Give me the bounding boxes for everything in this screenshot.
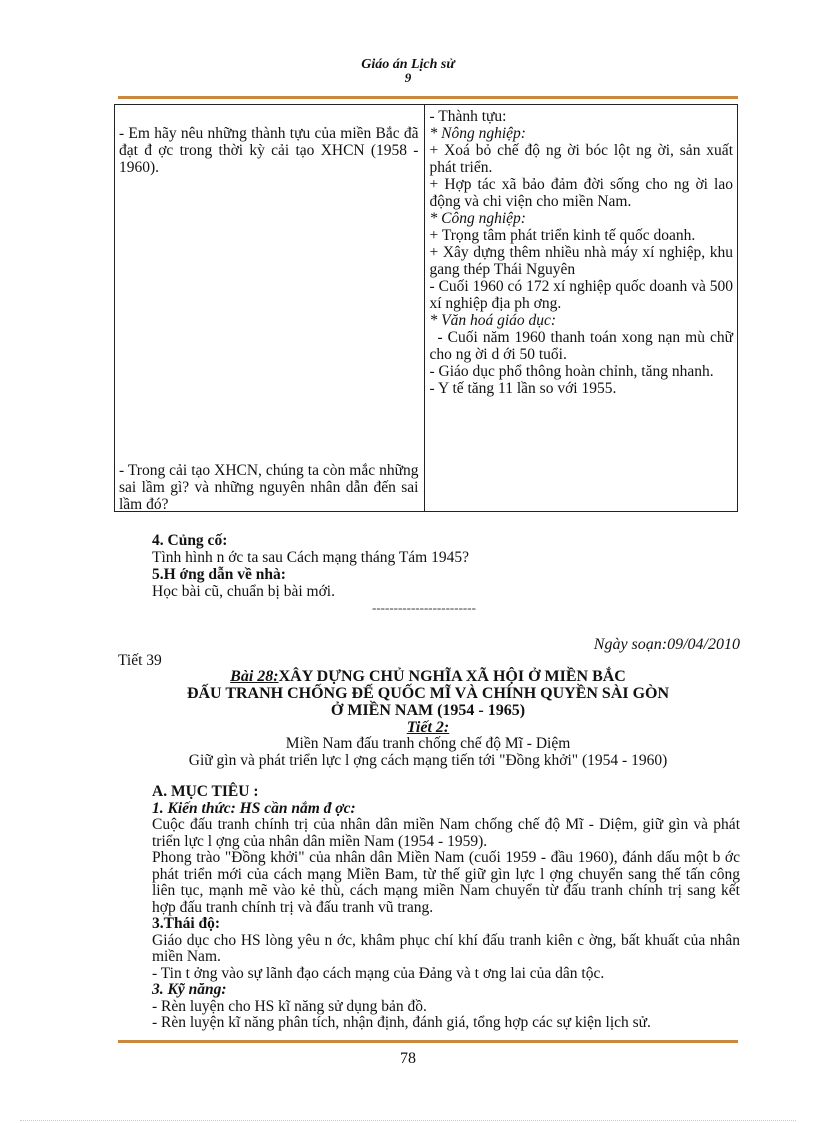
review-section (152, 532, 740, 600)
header-title: Giáo án Lịch sử (361, 57, 455, 72)
industry-item: + Xây dựng thêm nhiều nhà máy xí nghiệp, khu gang thép Thái Nguyên (429, 244, 733, 278)
lesson-number: Tiết 39 (118, 652, 162, 669)
cung-co-text: Tình hình n ớc ta sau Cách mạng tháng Tám 1945? (152, 549, 469, 566)
date-prepared: Ngày soạn:09/04/2010 (593, 636, 740, 653)
agri-title: * Nông nghiệp: (429, 125, 526, 142)
lesson-subtitle (118, 735, 738, 769)
answer-heading: - Thành tựu: (429, 108, 507, 125)
knowledge-paragraph: Phong trào "Đồng khởi" của nhân dân Miền Nam (cuối 1959 - đầu 1960), đánh dấu một b ớc phát triển mới của cách mạng Miền Bam, từ thế giữ gìn lực l ợng chuyển sang thế tấn công liên tục, mạnh mẽ vào kẻ thù, cách mạng miền Nam chuyển từ đấu tranh chính trị sang kết hợp đấu tranh chính trị và đấu tranh vũ trang. (152, 849, 740, 916)
objectives-section (152, 784, 740, 1032)
knowledge-title: 1. Kiến thức: HS cần nắm đ ợc: (152, 799, 356, 817)
page-number: 78 (400, 1050, 416, 1067)
culture-item: - Cuối năm 1960 thanh toán xong nạn mù chữ cho ng ời d ới 50 tuổi. (429, 329, 733, 363)
question-1: - Em hãy nêu những thành tựu của miền Bắc đã đạt đ ợc trong thời kỳ cải tạo XHCN (1958 - 1960). (119, 125, 419, 176)
lesson-line-3: Ở MIỀN NAM (1954 - 1965) (330, 702, 526, 719)
knowledge-paragraph: Cuộc đấu tranh chính trị của nhân dân miền Nam chống chế độ Mĩ - Diệm, giữ gìn và phát triển lực l ợng của nhân dân miền Nam (1954 - 1959). (152, 816, 740, 850)
culture-item: - Giáo dục phổ thông hoàn chỉnh, tăng nhanh. (429, 363, 714, 380)
subtitle-line-1: Miền Nam đấu tranh chống chế độ Mĩ - Diệm (285, 735, 571, 752)
questions-column (115, 105, 425, 512)
huong-dan-text: Học bài cũ, chuẩn bị bài mới. (152, 583, 335, 600)
skills-title: 3. Kỹ năng: (152, 981, 227, 998)
culture-item: - Y tế tăng 11 lần so với 1955. (429, 380, 617, 397)
industry-title: * Công nghiệp: (429, 210, 526, 227)
section-separator: ------------------------ (372, 600, 476, 615)
huong-dan-title: 5.H ớng dẫn về nhà: (152, 566, 286, 583)
lesson-title (118, 668, 738, 736)
attitude-paragraph: Giáo dục cho HS lòng yêu n ớc, khâm phục chí khí đấu tranh kiên c ờng, bất khuất của nhân miền Nam. (152, 931, 740, 965)
industry-item: + Trọng tâm phát triển kinh tế quốc doanh. (429, 227, 696, 244)
header-grade: 9 (404, 70, 412, 85)
agri-item: + Xoá bỏ chế độ ng ời bóc lột ng ời, sản xuất phát triển. (429, 142, 733, 176)
agri-item: + Hợp tác xã bảo đảm đời sống cho ng ời lao động và chi viện cho miền Nam. (429, 176, 733, 210)
lesson-line-2: ĐẤU TRANH CHỐNG ĐẾ QUỐC MĨ VÀ CHÍNH QUYỀN SÀI GÒN (186, 685, 670, 702)
objectives-title: A. MỤC TIÊU : (152, 783, 259, 800)
attitude-title: 3.Thái độ: (152, 915, 221, 932)
answers-column (425, 105, 738, 512)
lesson-line-1: XÂY DỰNG CHỦ NGHĨA XÃ HỘI Ở MIỀN BẮC (278, 668, 626, 685)
page-edge (20, 1120, 796, 1121)
cung-co-title: 4. Củng cố: (152, 532, 228, 549)
page-header (0, 58, 816, 84)
tiet-label: Tiết 2: (406, 719, 450, 736)
skills-item: - Rèn luyện cho HS kĩ năng sử dụng bản đồ. (152, 997, 427, 1015)
qa-table (114, 104, 738, 512)
industry-item: - Cuối 1960 có 172 xí nghiệp quốc doanh và 500 xí nghiệp địa ph ơng. (429, 278, 733, 312)
subtitle-line-2: Giữ gìn và phát triển lực l ợng cách mạng tiến tới "Đồng khởi" (1954 - 1960) (188, 752, 668, 769)
question-2: - Trong cải tạo XHCN, chúng ta còn mắc những sai lầm gì? và những nguyên nhân dẫn đến sai lầm đó? (119, 462, 419, 513)
attitude-paragraph: - Tin t ởng vào sự lãnh đạo cách mạng của Đảng và t ơng lai của dân tộc. (152, 964, 605, 982)
bai-label: Bài 28: (230, 668, 279, 685)
skills-item: - Rèn luyện kĩ năng phân tích, nhận định, đánh giá, tổng hợp các sự kiện lịch sử. (152, 1014, 651, 1031)
header-rule (118, 96, 738, 99)
culture-title: * Văn hoá giáo dục: (429, 312, 557, 329)
footer-rule (118, 1040, 738, 1043)
